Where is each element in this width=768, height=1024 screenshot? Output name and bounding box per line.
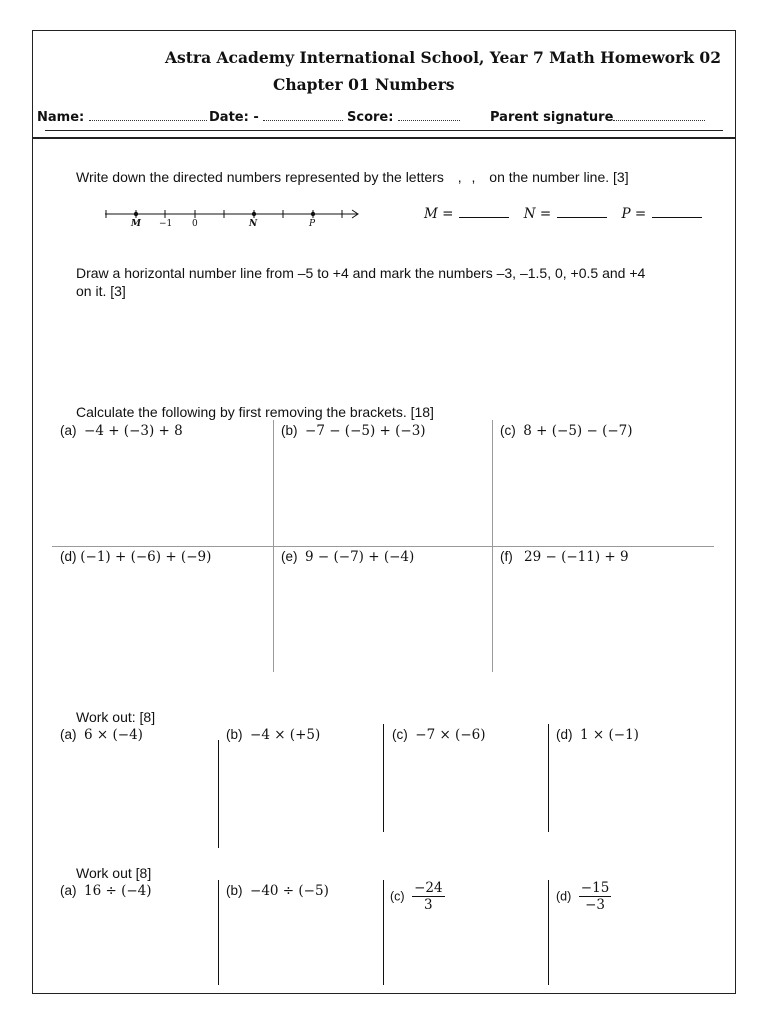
- q3-part-a: (a) −4 + (−3) + 8: [60, 423, 183, 439]
- numberline-label-minus1: −1: [159, 219, 173, 229]
- q5-part-a: (a) 16 ÷ (−4): [60, 883, 152, 899]
- name-blank[interactable]: [89, 111, 207, 121]
- q5-d-denominator: −3: [585, 897, 605, 913]
- q2-line2: on it. [3]: [76, 283, 126, 299]
- q5-divider-2: [383, 880, 384, 985]
- q1-text: Write down the directed numbers represented by the letters , , on the number line. [3]: [76, 169, 629, 185]
- q5-c-denominator: 3: [424, 897, 433, 913]
- q3-text: Calculate the following by first removing the brackets. [18]: [76, 404, 434, 420]
- answer-m-blank[interactable]: [459, 206, 509, 218]
- parent-signature-blank[interactable]: [613, 111, 705, 121]
- q5-d-numerator: −15: [580, 880, 610, 896]
- q3-part-d: (d) (−1) + (−6) + (−9): [60, 549, 212, 565]
- score-field[interactable]: [347, 110, 460, 125]
- q5-divider-1: [218, 880, 219, 985]
- q3-part-c: (c) 8 + (−5) − (−7): [500, 423, 633, 439]
- answer-p-label: P =: [621, 206, 647, 222]
- q1-answers: [424, 206, 712, 222]
- date-blank[interactable]: [263, 111, 343, 121]
- q4-part-c: (c) −7 × (−6): [392, 727, 486, 743]
- q5-divider-3: [548, 880, 549, 985]
- parent-signature-label: Parent signature: [490, 110, 614, 125]
- q5-part-c: (c) $\frac{-24}{3}$: [390, 880, 443, 913]
- score-blank[interactable]: [398, 111, 460, 121]
- numberline-label-n: N: [249, 219, 258, 229]
- name-field[interactable]: [37, 110, 207, 125]
- answer-n-blank[interactable]: [557, 206, 607, 218]
- q4-divider-1: [218, 740, 219, 848]
- q4-part-b: (b) −4 × (+5): [226, 727, 321, 743]
- q5-part-b: (b) −40 ÷ (−5): [226, 883, 329, 899]
- date-label: Date: -: [209, 110, 259, 125]
- header-divider: [32, 137, 736, 139]
- point-n: [252, 212, 256, 216]
- chapter-title: Chapter 01 Numbers: [273, 75, 455, 94]
- point-m: [134, 212, 138, 216]
- parent-signature-field[interactable]: [490, 110, 705, 125]
- name-label: Name:: [37, 110, 85, 125]
- q4-part-d: (d) 1 × (−1): [556, 727, 639, 743]
- numberline-label-m: M: [131, 219, 141, 229]
- score-label: Score:: [347, 110, 394, 125]
- q4-divider-2: [383, 724, 384, 832]
- q4-divider-3: [548, 724, 549, 832]
- numberline-label-0: 0: [192, 219, 198, 229]
- answer-p-blank[interactable]: [652, 206, 702, 218]
- answer-m-label: M =: [424, 206, 454, 222]
- q4-part-a: (a) 6 × (−4): [60, 727, 143, 743]
- date-field[interactable]: [209, 110, 343, 125]
- q3-grid-hline: [52, 546, 714, 547]
- header-underline: [45, 130, 723, 131]
- q3-part-e: (e) 9 − (−7) + (−4): [281, 549, 415, 565]
- point-p: [311, 212, 315, 216]
- numberline-label-p: P: [309, 219, 316, 229]
- q5-c-numerator: −24: [414, 880, 443, 896]
- q3-part-b: (b) −7 − (−5) + (−3): [281, 423, 426, 439]
- q5-part-d: (d) $\frac{-15}{-3}$: [556, 880, 610, 913]
- answer-n-label: N =: [523, 206, 552, 222]
- q5-text: Work out [8]: [76, 865, 152, 881]
- q2-line1: Draw a horizontal number line from –5 to +4 and mark the numbers –3, –1.5, 0, +0.5 and +4: [76, 265, 646, 281]
- q3-part-f: (f) 29 − (−11) + 9: [500, 549, 629, 565]
- q4-text: Work out: [8]: [76, 709, 156, 725]
- worksheet-title: Astra Academy International School, Year 7 Math Homework 02: [165, 48, 721, 67]
